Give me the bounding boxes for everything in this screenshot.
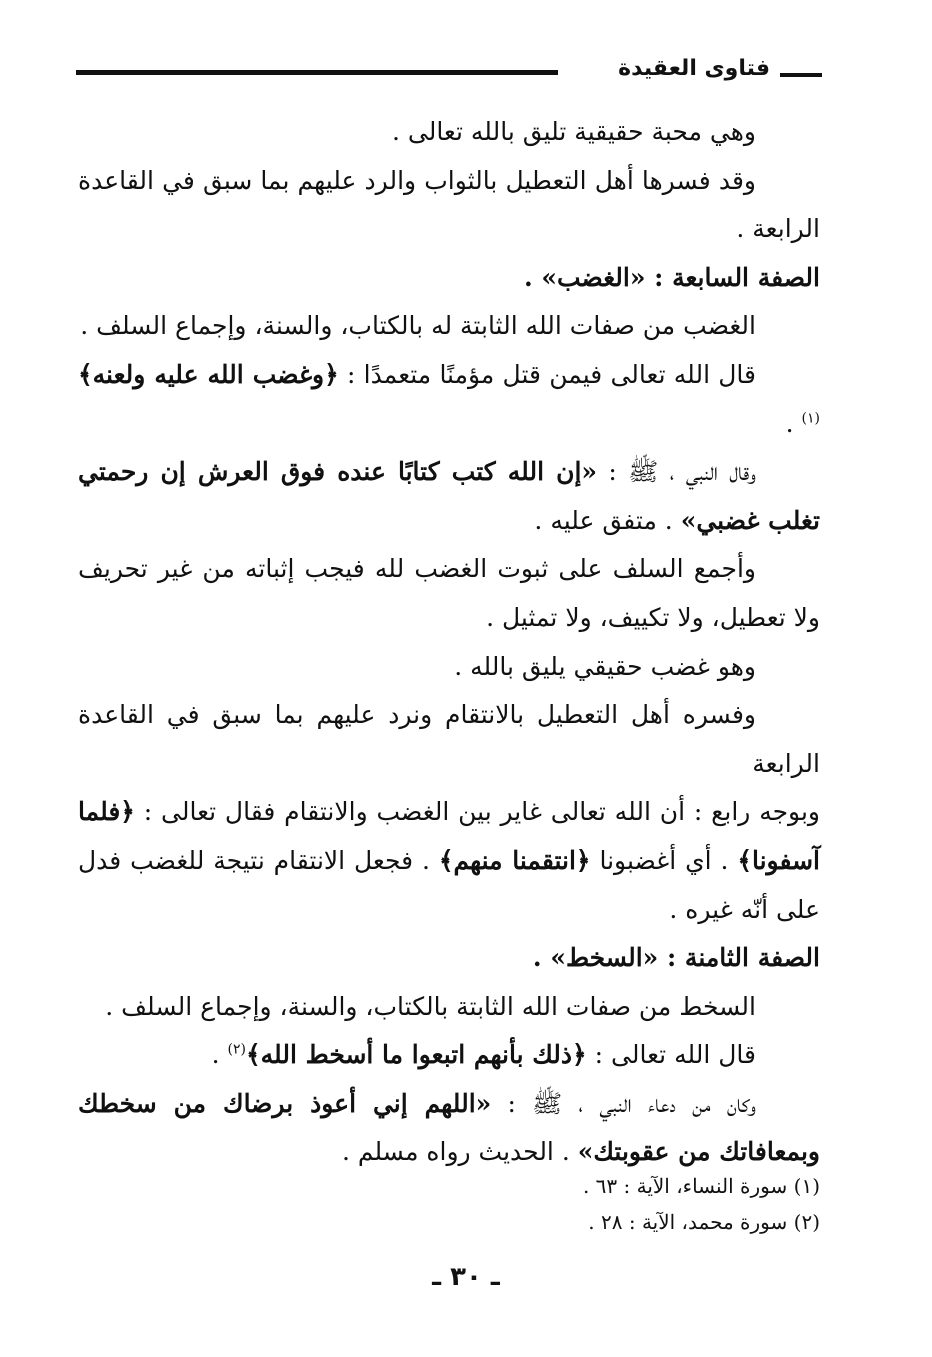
quran-quote: ﴿ذلك بأنهم اتبعوا ما أسخط الله﴾: [246, 1040, 587, 1070]
header-title: فتاوى العقيدة: [618, 56, 770, 81]
paragraph-text: . أي أغضبونا: [590, 845, 738, 875]
quran-quote: ﴿فلما آسفونا﴾: [78, 797, 820, 875]
paragraph: السخط من صفات الله الثابتة بالكتاب، والسنة، وإجماع السلف .: [105, 991, 756, 1021]
paragraph-text: . متفق عليه .: [534, 505, 681, 535]
paragraph-text: وبوجه رابع : أن الله تعالى غاير بين الغضب والانتقام فقال تعالى :: [143, 797, 820, 827]
paragraph-text: قال الله تعالى :: [586, 1040, 756, 1070]
quran-quote: ﴿وغضب الله عليه ولعنه﴾: [78, 359, 339, 389]
paragraph: [78, 788, 820, 934]
main-text: [78, 108, 820, 1177]
paragraph-text: .: [211, 1040, 228, 1070]
paragraph: وفسره أهل التعطيل بالانتقام ونرد عليهم بما سبق في القاعدة الرابعة: [78, 700, 820, 778]
paragraph: الغضب من صفات الله الثابتة له بالكتاب، والسنة، وإجماع السلف .: [80, 311, 756, 341]
paragraph: [78, 351, 820, 448]
page-number: ـ ٣٠ ـ: [432, 1262, 500, 1292]
paragraph: [78, 1080, 820, 1177]
header-rule-right: [780, 73, 822, 77]
running-header: [76, 56, 822, 86]
paragraph: وقد فسرها أهل التعطيل بالثواب والرد عليهم بما سبق في القاعدة الرابعة .: [78, 165, 820, 244]
paragraph-text: وقال النبي ، ﷺ :: [608, 457, 756, 487]
header-rule-left: [76, 70, 558, 75]
paragraph: وهو غضب حقيقي يليق بالله .: [454, 651, 756, 681]
paragraph: وأجمع السلف على ثبوت الغضب لله فيجب إثباته من غير تحريف ولا تعطيل، ولا تكييف، ولا تمثيل .: [78, 554, 820, 632]
footnote-marker: (١): [801, 410, 820, 427]
paragraph-text: .: [785, 408, 802, 438]
footnotes: [320, 1168, 820, 1240]
footnote: (٢) سورة محمد، الآية : ٢٨ .: [588, 1210, 820, 1234]
paragraph-text: وكان من دعاء النبي ، ﷺ :: [491, 1088, 756, 1118]
paragraph-text: . الحديث رواه مسلم .: [341, 1137, 578, 1167]
hadith-quote: «إن الله كتب كتابًا عنده فوق العرش إن رحمتي تغلب غضبي»: [78, 457, 820, 535]
footnote-marker: (٢): [227, 1041, 246, 1058]
footnote: (١) سورة النساء، الآية : ٦٣ .: [582, 1174, 820, 1198]
section-heading: الصفة السابعة : «الغضب» .: [523, 262, 820, 292]
paragraph: [78, 448, 820, 545]
hadith-quote: «اللهم إني أعوذ برضاك من سخطك وبمعافاتك من عقوبتك»: [78, 1088, 820, 1167]
paragraph: [78, 1031, 820, 1080]
paragraph-text: قال الله تعالى فيمن قتل مؤمنًا متعمدًا :: [347, 359, 756, 389]
section-heading: الصفة الثامنة : «السخط» .: [532, 943, 820, 973]
paragraph: وهي محبة حقيقية تليق بالله تعالى .: [391, 117, 756, 146]
quran-quote: ﴿انتقمنا منهم﴾: [438, 845, 591, 875]
paragraph-text: . فجعل الانتقام نتيجة للغضب فدل على أنّه غيره .: [78, 845, 820, 924]
